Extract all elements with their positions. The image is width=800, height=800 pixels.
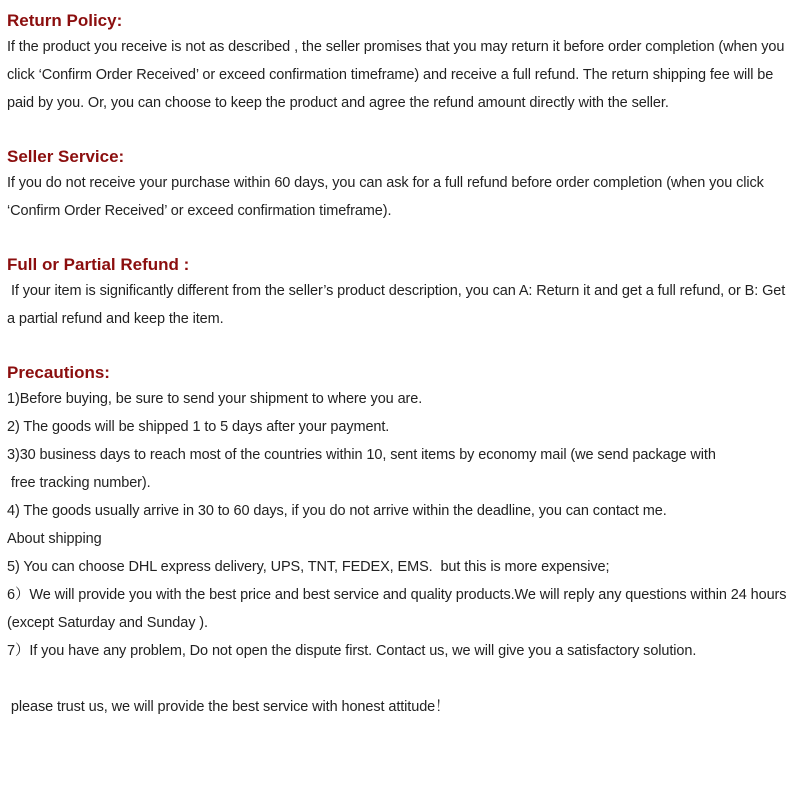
full-partial-refund-heading: Full or Partial Refund : bbox=[7, 255, 190, 274]
precaution-item-1: 1)Before buying, be sure to send your shipment to where you are. bbox=[7, 391, 423, 407]
precaution-item-3-line-2: free tracking number). bbox=[7, 475, 151, 491]
seller-service-heading: Seller Service: bbox=[7, 147, 125, 166]
precaution-item-4: 4) The goods usually arrive in 30 to 60 days, if you do not arrive within the deadline, you can contact me. bbox=[7, 503, 667, 519]
closing-note: please trust us, we will provide the best service with honest attitude！ bbox=[7, 699, 450, 715]
section-spacer bbox=[7, 117, 800, 145]
precaution-item-5: 5) You can choose DHL express delivery, UPS, TNT, FEDEX, EMS. but this is more expensive; bbox=[7, 559, 610, 575]
return-policy-heading: Return Policy: bbox=[7, 11, 123, 30]
section-spacer bbox=[7, 225, 800, 253]
precaution-item-2: 2) The goods will be shipped 1 to 5 days after your payment. bbox=[7, 419, 390, 435]
precaution-item-3-line-1: 3)30 business days to reach most of the countries within 10, sent items by economy mail (we send package with bbox=[7, 447, 716, 463]
full-partial-refund-section bbox=[7, 253, 800, 333]
full-partial-refund-text: If your item is significantly different from the seller’s product description, you can A: Return it and get a full refund, or B: Get a partial refund and keep the item. bbox=[7, 283, 790, 327]
precaution-item-6: 6）We will provide you with the best price and best service and quality products.We will reply any questions within 24 hours (except Saturday and Sunday ). bbox=[7, 587, 787, 631]
seller-service-section bbox=[7, 145, 800, 225]
precautions-section bbox=[7, 361, 800, 721]
precautions-heading: Precautions: bbox=[7, 363, 110, 382]
blank-line bbox=[7, 665, 800, 693]
section-spacer bbox=[7, 333, 800, 361]
about-shipping-label: About shipping bbox=[7, 531, 102, 547]
return-policy-text: If the product you receive is not as described , the seller promises that you may return it before order completion (when you click ‘Confirm Order Received’ or exceed confirmation timeframe) and receive a full refund. The return shipping fee will be paid by you. Or, you can choose to keep the product and agree the refund amount directly with the seller. bbox=[7, 39, 785, 111]
return-policy-section bbox=[7, 9, 800, 117]
precaution-item-7: 7）If you have any problem, Do not open the dispute first. Contact us, we will give you a satisfactory solution. bbox=[7, 643, 697, 659]
seller-service-text: If you do not receive your purchase within 60 days, you can ask for a full refund before order completion (when you click ‘Confirm Order Received’ or exceed confirmation timeframe). bbox=[7, 175, 764, 219]
